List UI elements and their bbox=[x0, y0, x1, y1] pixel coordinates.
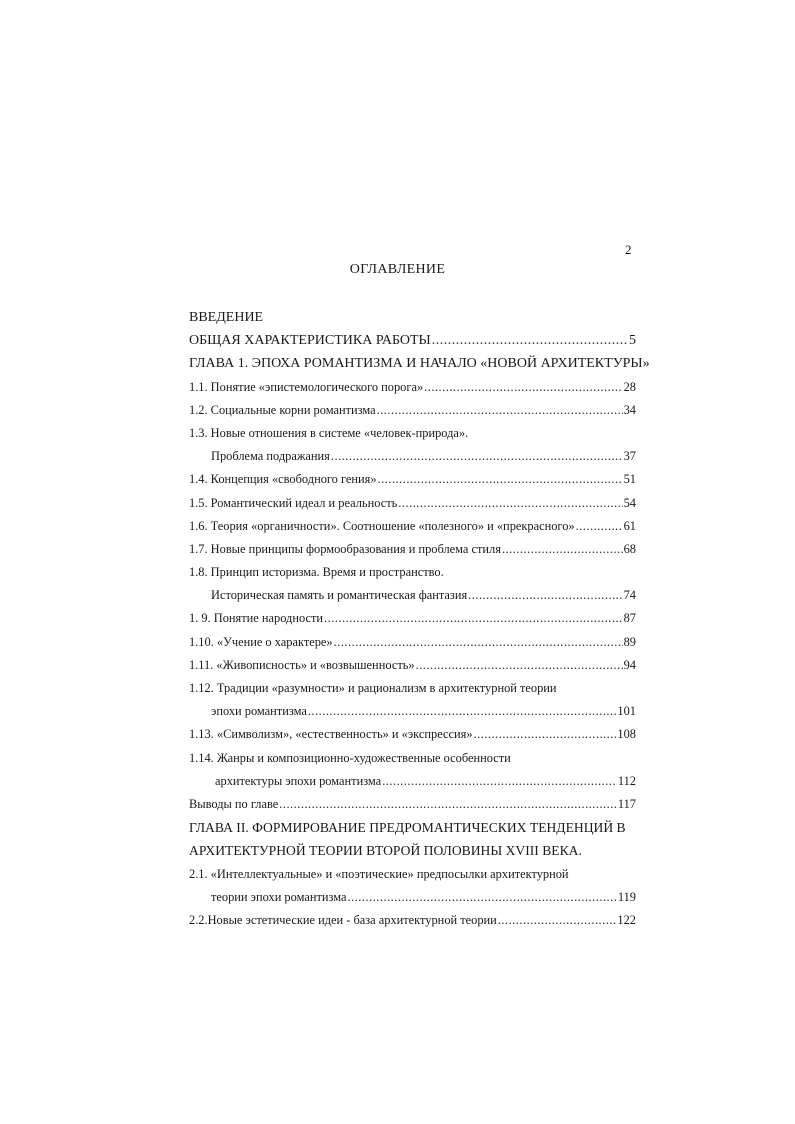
toc-entry-title: эпохи романтизма bbox=[211, 704, 307, 719]
toc-entry-1-1 bbox=[189, 376, 636, 399]
toc-entry-page: 5 bbox=[629, 333, 636, 349]
toc-entry-title: 2.2.Новые эстетические идеи - база архитектурной теории bbox=[189, 912, 497, 927]
toc-entry-page: 94 bbox=[623, 657, 636, 672]
dot-leader bbox=[416, 654, 623, 677]
toc-entry-title: ГЛАВА 1. ЭПОХА РОМАНТИЗМА И НАЧАЛО «НОВОЙ АРХИТЕКТУРЫ» bbox=[189, 356, 650, 372]
toc-entry-page: 101 bbox=[617, 704, 636, 719]
toc-entry-page: 87 bbox=[623, 611, 636, 626]
dot-leader bbox=[308, 700, 617, 723]
table-of-contents bbox=[189, 306, 650, 932]
toc-entry-title: 1.13. «Символизм», «естественность» и «экспрессия» bbox=[189, 727, 473, 742]
toc-entry-2-1 bbox=[189, 863, 636, 886]
toc-entry-general-characteristics bbox=[189, 329, 636, 352]
toc-entry-1-10 bbox=[189, 631, 636, 654]
toc-chapter-1 bbox=[189, 352, 650, 375]
toc-entry-page: 28 bbox=[623, 379, 636, 394]
toc-entry-page: 112 bbox=[617, 773, 636, 788]
toc-entry-1-2 bbox=[189, 399, 636, 422]
toc-entry-2-2 bbox=[189, 909, 636, 932]
toc-entry-page: 122 bbox=[617, 912, 636, 927]
dot-leader bbox=[424, 376, 622, 399]
toc-heading: ОГЛАВЛЕНИЕ bbox=[349, 262, 446, 277]
dot-leader bbox=[334, 631, 623, 654]
dot-leader bbox=[468, 584, 622, 607]
toc-entry-page: 51 bbox=[623, 472, 636, 487]
dot-leader bbox=[378, 468, 623, 491]
toc-entry-page: 34 bbox=[623, 402, 636, 417]
toc-entry-title: Проблема подражания bbox=[211, 449, 330, 464]
toc-entry-page: 117 bbox=[617, 796, 636, 811]
toc-entry-title: ОБЩАЯ ХАРАКТЕРИСТИКА РАБОТЫ bbox=[189, 333, 431, 349]
toc-entry-title: теории эпохи романтизма bbox=[211, 889, 347, 904]
dot-leader bbox=[576, 515, 623, 538]
dot-leader bbox=[348, 886, 617, 909]
dot-leader bbox=[502, 538, 623, 561]
toc-entry-title: 1.2. Социальные корни романтизма bbox=[189, 402, 376, 417]
toc-entry-page: 74 bbox=[623, 588, 636, 603]
toc-entry-title: 1.3. Новые отношения в системе «человек-природа». bbox=[189, 425, 469, 440]
toc-entry-1-13 bbox=[189, 723, 636, 746]
toc-entry-title: архитектуры эпохи романтизма bbox=[215, 773, 382, 788]
toc-entry-2-1-continued bbox=[189, 886, 636, 909]
toc-entry-1-6 bbox=[189, 515, 636, 538]
toc-entry-title: ГЛАВА II. ФОРМИРОВАНИЕ ПРЕДРОМАНТИЧЕСКИХ ТЕНДЕНЦИЙ В bbox=[189, 820, 626, 836]
toc-entry-1-3 bbox=[189, 422, 636, 445]
toc-entry-page: 54 bbox=[623, 495, 636, 510]
toc-entry-1-5 bbox=[189, 492, 636, 515]
toc-entry-title: 1.10. «Учение о характере» bbox=[189, 634, 333, 649]
toc-entry-title: 1.12. Традиции «разумности» и рационализм в архитектурной теории bbox=[189, 681, 557, 695]
toc-entry-title: 1.7. Новые принципы формообразования и проблема стиля bbox=[189, 541, 501, 556]
toc-entry-title: 1.11. «Живописность» и «возвышенность» bbox=[189, 657, 415, 672]
toc-entry-title: Выводы по главе bbox=[189, 796, 279, 811]
toc-entry-1-4 bbox=[189, 468, 636, 491]
toc-entry-title: 1.6. Теория «органичности». Соотношение «полезного» и «прекрасного» bbox=[189, 518, 575, 533]
toc-chapter-2-continued bbox=[189, 839, 636, 862]
toc-entry-1-14-continued bbox=[189, 770, 636, 793]
toc-entry-page: 89 bbox=[623, 634, 636, 649]
page-number: 2 bbox=[625, 242, 632, 257]
toc-entry-title: 1.14. Жанры и композиционно-художественные особенности bbox=[189, 750, 511, 765]
toc-entry-introduction bbox=[189, 306, 636, 329]
toc-entry-title: 1.5. Романтический идеал и реальность bbox=[189, 495, 398, 510]
dot-leader bbox=[279, 793, 617, 816]
toc-entry-1-11 bbox=[189, 654, 636, 677]
toc-entry-page: 108 bbox=[617, 727, 636, 742]
toc-entry-1-14 bbox=[189, 747, 636, 770]
dot-leader bbox=[398, 492, 622, 515]
toc-entry-1-7 bbox=[189, 538, 636, 561]
toc-entry-title: 1. 9. Понятие народности bbox=[189, 611, 324, 626]
toc-entry-title: 1.1. Понятие «эпистемологического порога» bbox=[189, 379, 424, 394]
toc-entry-title: АРХИТЕКТУРНОЙ ТЕОРИИ ВТОРОЙ ПОЛОВИНЫ XVIII ВЕКА. bbox=[189, 843, 582, 859]
toc-entry-1-12 bbox=[189, 677, 636, 700]
toc-entry-title: 1.8. Принцип историзма. Время и пространство. bbox=[189, 565, 444, 580]
dot-leader bbox=[324, 607, 623, 630]
toc-entry-1-3-continued bbox=[189, 445, 636, 468]
dot-leader bbox=[377, 399, 623, 422]
toc-entry-chapter-1-conclusions bbox=[189, 793, 636, 816]
toc-entry-page: 61 bbox=[623, 518, 636, 533]
toc-entry-1-12-continued bbox=[189, 700, 636, 723]
toc-entry-1-8 bbox=[189, 561, 636, 584]
dot-leader bbox=[498, 909, 617, 932]
toc-entry-title: 2.1. «Интеллектуальные» и «поэтические» предпосылки архитектурной bbox=[189, 866, 569, 881]
toc-chapter-2 bbox=[189, 816, 636, 839]
dot-leader bbox=[331, 445, 623, 468]
dot-leader bbox=[432, 329, 628, 352]
toc-entry-title: 1.4. Концепция «свободного гения» bbox=[189, 472, 377, 487]
dot-leader bbox=[382, 770, 617, 793]
dot-leader bbox=[474, 723, 617, 746]
toc-entry-title: Историческая память и романтическая фантазия bbox=[211, 588, 468, 603]
toc-entry-1-9 bbox=[189, 607, 636, 630]
toc-entry-page: 37 bbox=[623, 449, 636, 464]
toc-entry-page: 119 bbox=[617, 889, 636, 904]
toc-entry-1-8-continued bbox=[189, 584, 636, 607]
toc-entry-title: ВВЕДЕНИЕ bbox=[189, 310, 264, 325]
toc-entry-page: 68 bbox=[623, 541, 636, 556]
